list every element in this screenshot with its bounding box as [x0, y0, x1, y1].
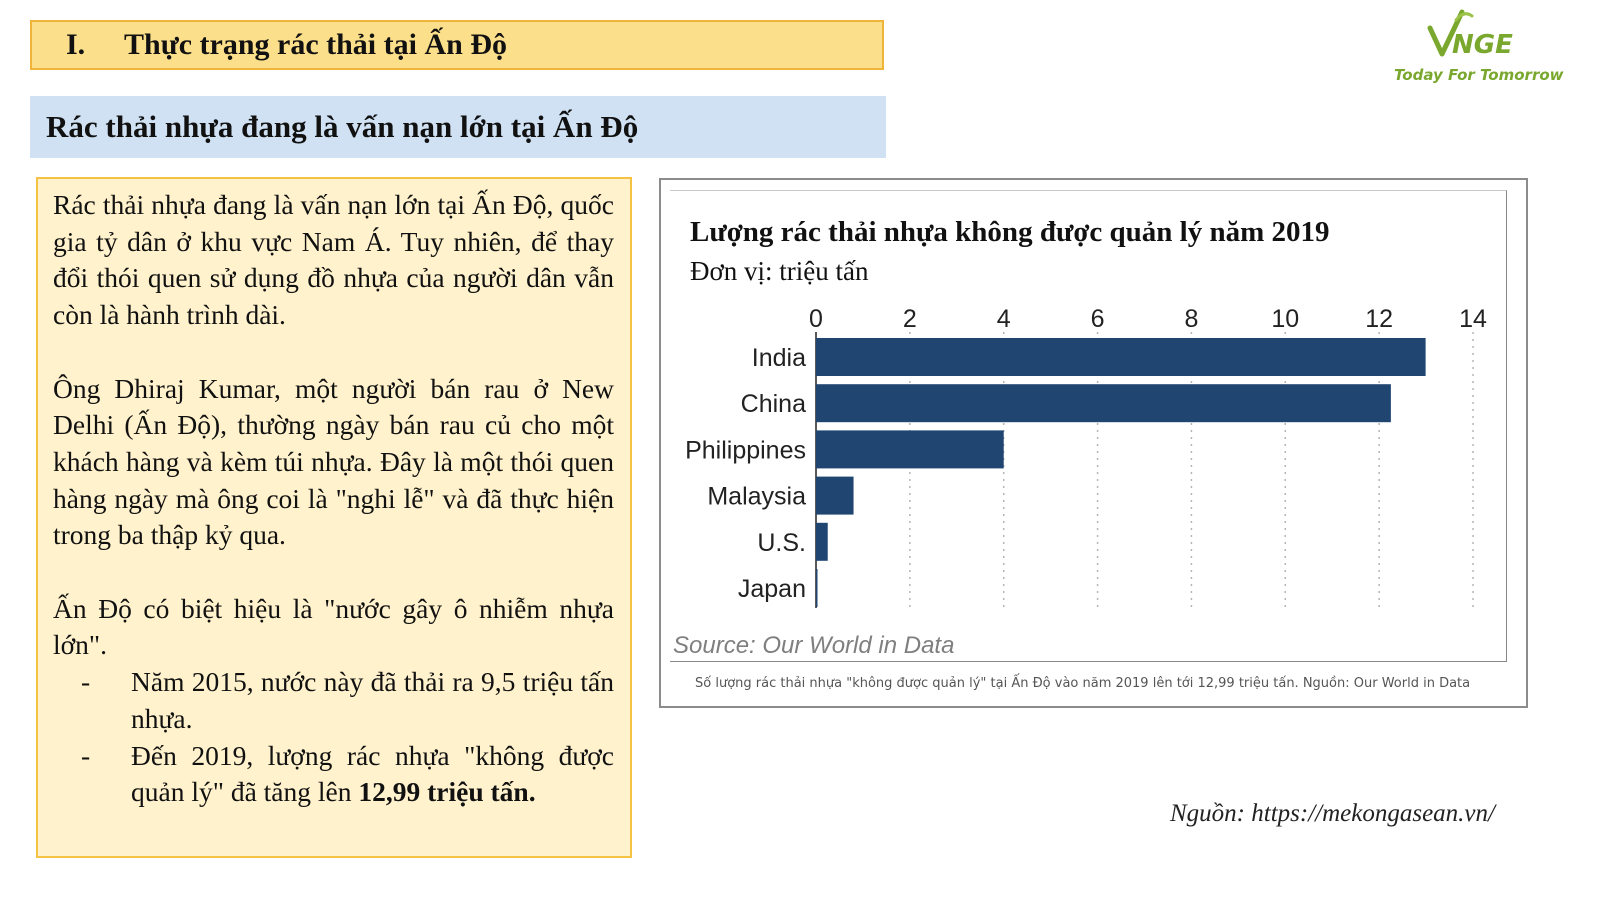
x-tick-label: 10 [1271, 305, 1300, 333]
x-tick-label: 8 [1184, 305, 1199, 333]
bullet-2-bold: 12,99 triệu tấn. [358, 776, 536, 808]
x-tick-label: 4 [996, 305, 1011, 333]
bar-india [816, 338, 1426, 376]
bullet-1-text: Năm 2015, nước này đã thải ra 9,5 triệu tấn nhựa. [131, 666, 614, 734]
bar-malaysia [816, 477, 854, 515]
category-label: China [740, 390, 806, 419]
category-label: India [751, 344, 806, 372]
chart-source: Source: Our World in Data [673, 632, 955, 659]
x-tick-label: 6 [1090, 305, 1105, 333]
x-tick-label: 12 [1365, 305, 1394, 333]
subtitle-text: Rác thải nhựa đang là vấn nạn lớn tại Ấn Độ [46, 109, 639, 144]
category-label: Philippines [685, 436, 806, 465]
svg-text:NGE: NGE [1452, 30, 1513, 60]
x-tick-label: 2 [902, 305, 917, 333]
chart-title: Lượng rác thải nhựa không được quản lý năm 2019 [690, 216, 1330, 248]
paragraph-1: Rác thải nhựa đang là vấn nạn lớn tại Ấn Độ, quốc gia tỷ dân ở khu vực Nam Á. Tuy nhiên, để thay đổi thói quen sử dụng đồ nhựa của người dân vẫn còn là hành trình dài. [53, 189, 614, 331]
bullet-dash: - [81, 666, 91, 698]
section-number: I. [66, 28, 86, 61]
paragraph-2: Ông Dhiraj Kumar, một người bán rau ở New Delhi (Ấn Độ), thường ngày bán rau củ cho một khách hàng và kèm túi nhựa. Đây là một thói quen hàng ngày mà ông coi là "nghi lễ" và đã thực hiện trong ba thập kỷ qua. [53, 372, 614, 551]
x-tick-label: 0 [809, 305, 823, 333]
x-tick-label: 14 [1459, 305, 1487, 333]
chart-caption: Số lượng rác thải nhựa "không được quản lý" tại Ấn Độ vào năm 2019 lên tới 12,99 triệu tấn. Nguồn: Our World in Data [695, 676, 1471, 691]
chart-unit: Đơn vị: triệu tấn [690, 256, 869, 286]
paragraph-3: Ấn Độ có biệt hiệu là "nước gây ô nhiễm nhựa lớn". [53, 592, 614, 661]
category-label: Japan [737, 575, 806, 603]
bar-philippines [816, 430, 1004, 468]
category-label: U.S. [757, 528, 806, 557]
bullet-2-text: Đến 2019, lượng rác nhựa "không được quản lý" đã tăng lên [131, 739, 614, 808]
bullet-dash: - [81, 739, 91, 771]
logo-tagline: Today For Tomorrow [1394, 66, 1564, 84]
footer-source: Nguồn: https://mekongasean.vn/ [1170, 800, 1495, 827]
bar-u-s [816, 523, 828, 561]
bar-japan [816, 569, 818, 607]
section-title: Thực trạng rác thải tại Ấn Độ [124, 28, 507, 61]
category-label: Malaysia [707, 482, 806, 511]
bar-china [816, 384, 1391, 422]
